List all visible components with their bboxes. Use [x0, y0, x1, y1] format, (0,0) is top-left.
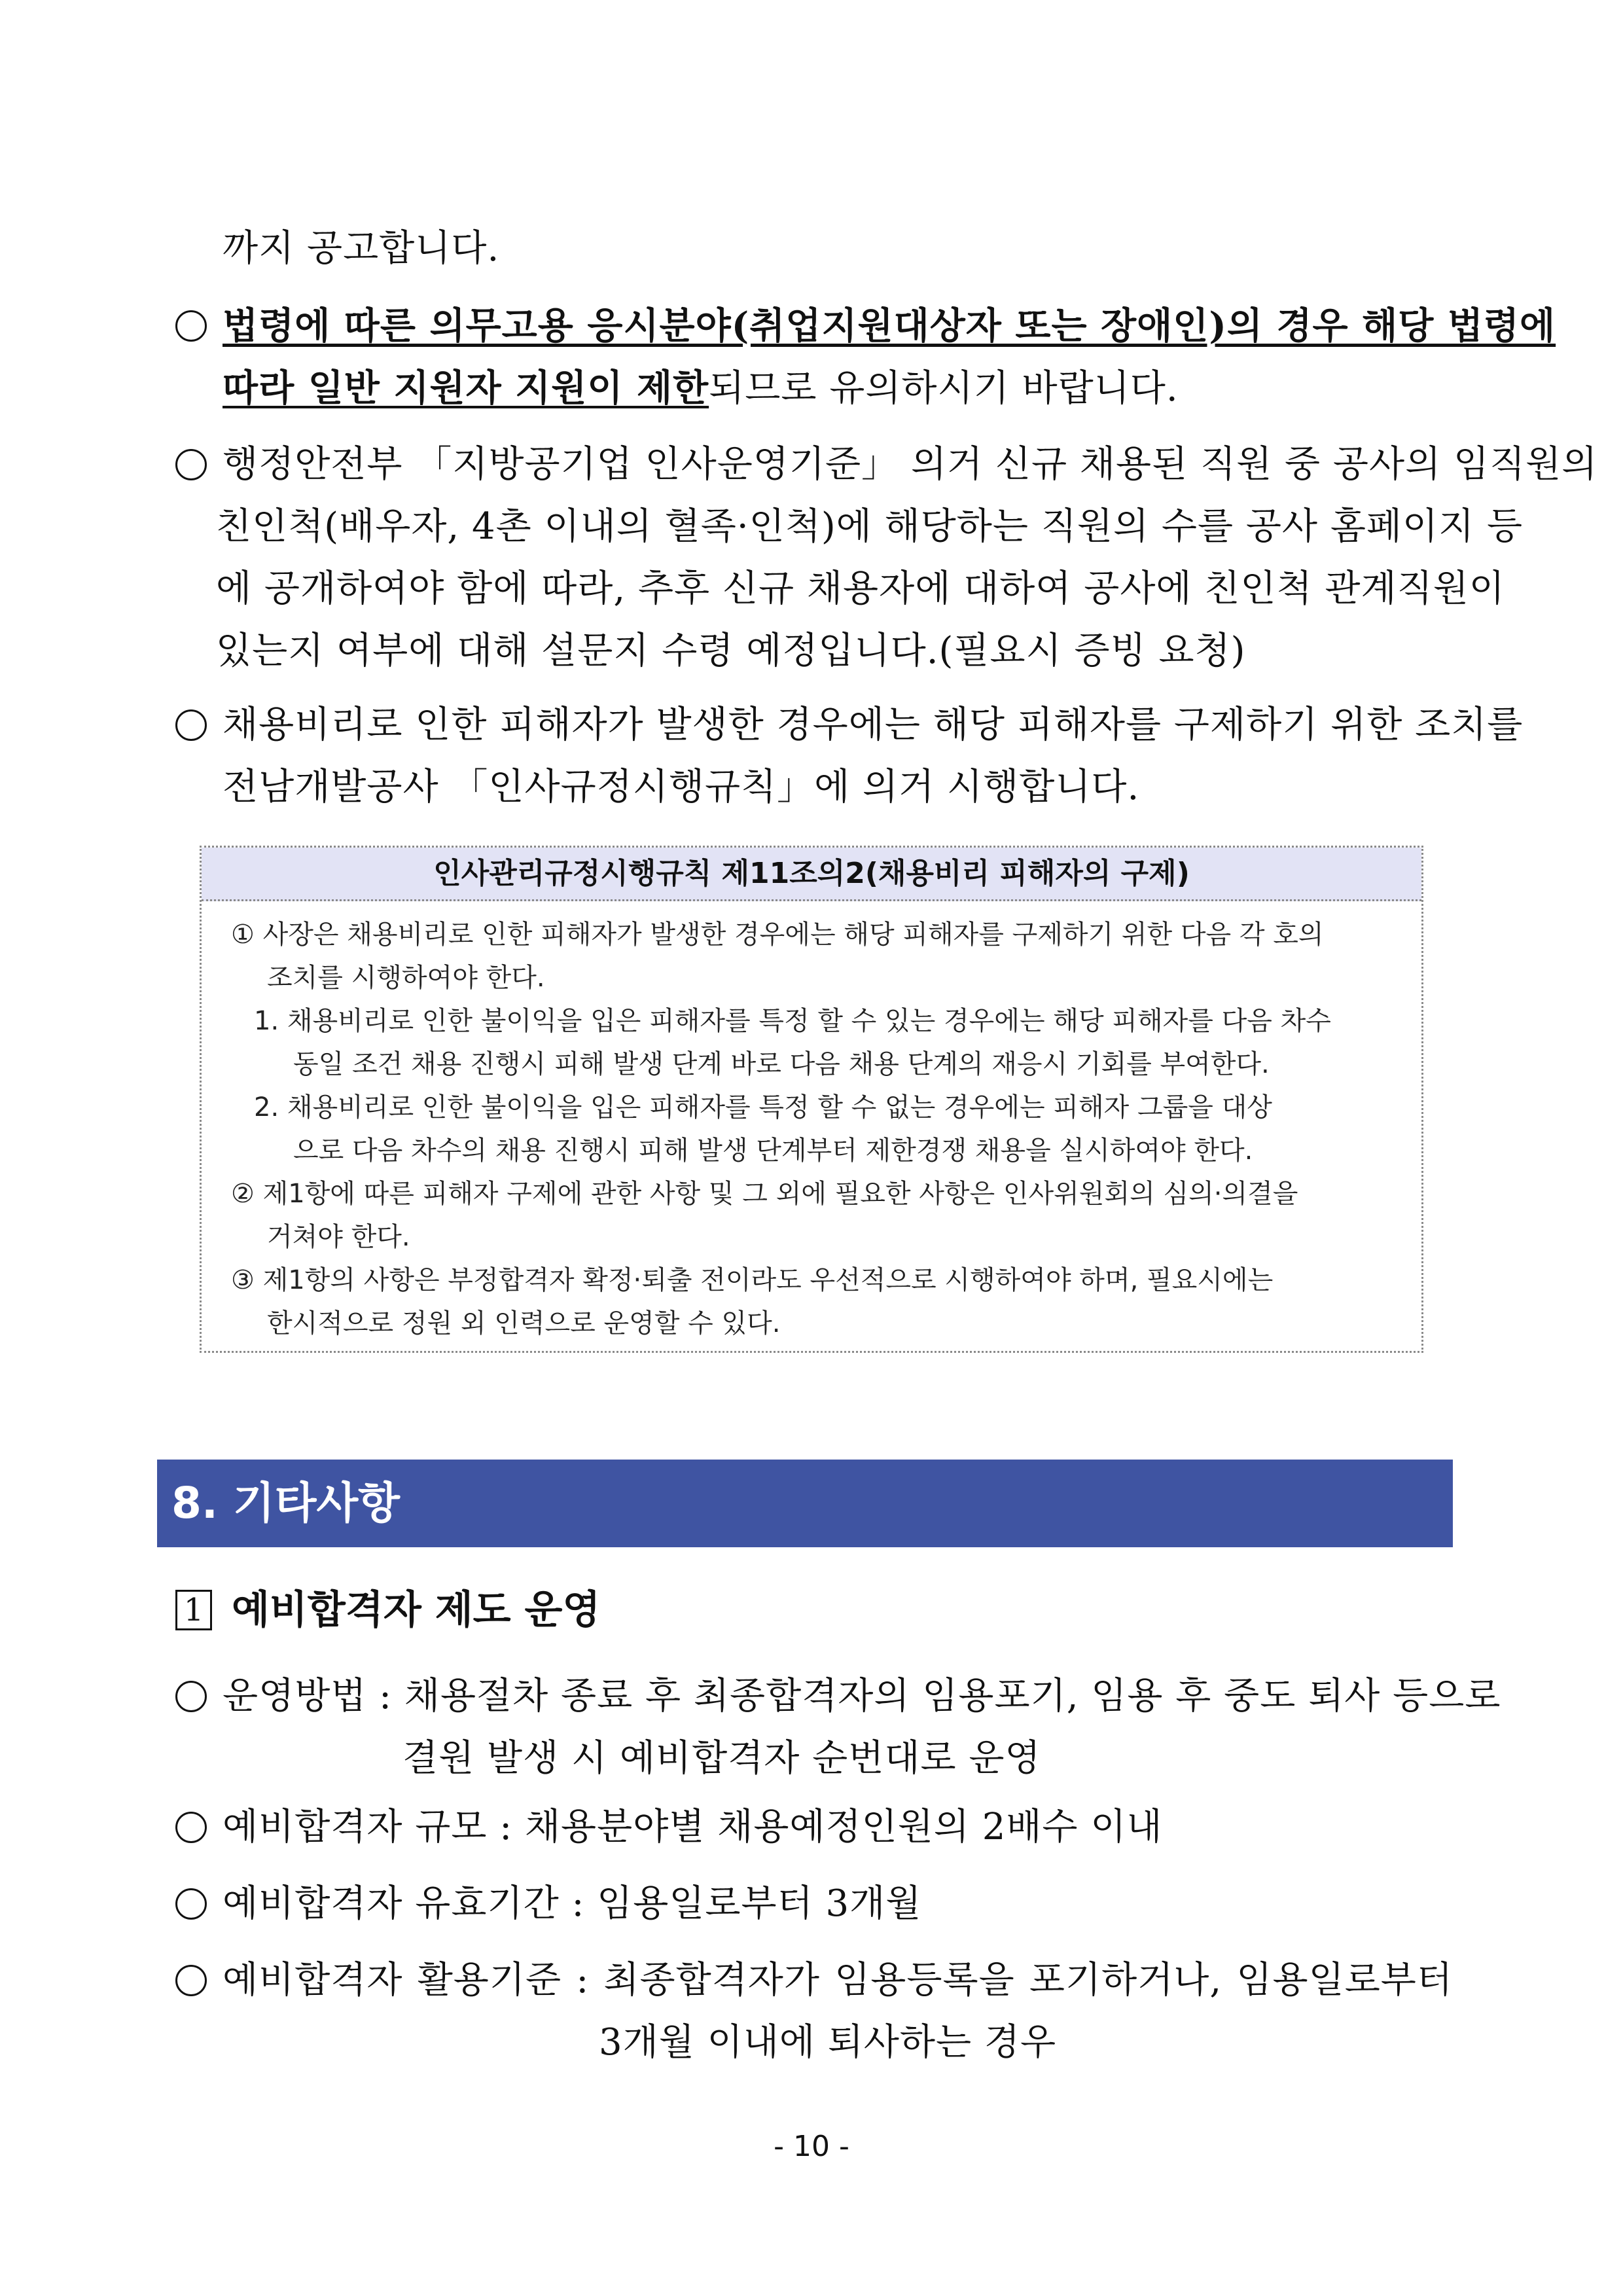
law-notice-line2-rest: 되므로 유의하시기 바랍니다.: [709, 367, 1179, 410]
regulation-line: 2. 채용비리로 인한 불이익을 입은 피해자를 특정 할 수 없는 경우에는 피해자 그룹을 대상: [254, 1092, 1272, 1122]
circle-bullet-icon: [175, 1812, 207, 1843]
reserve-validity: 예비합격자 유효기간 : 임용일로부터 3개월: [223, 1882, 922, 1925]
relatives-line4: 있는지 여부에 대해 설문지 수령 예정입니다.(필요시 증빙 요청): [216, 630, 1246, 672]
regulation-title: 인사관리규정시행규칙 제11조의2(채용비리 피해자의 구제): [202, 848, 1421, 901]
regulation-line: 1. 채용비리로 인한 불이익을 입은 피해자를 특정 할 수 있는 경우에는 해당 피해자를 다음 차수: [254, 1006, 1331, 1036]
circle-bullet-icon: [175, 1965, 207, 1996]
continuation-text: 까지 공고합니다.: [223, 227, 500, 270]
page-number: - 10 -: [774, 2130, 849, 2163]
subsection-number-box: 1: [175, 1590, 212, 1630]
victims-line1: 채용비리로 인한 피해자가 발생한 경우에는 해당 피해자를 구제하기 위한 조치를: [223, 704, 1524, 746]
circle-bullet-icon: [175, 1681, 207, 1712]
circle-bullet-icon: [175, 310, 207, 342]
regulation-line: 으로 다음 차수의 채용 진행시 피해 발생 단계부터 제한경쟁 채용을 실시하여야 한다.: [293, 1136, 1253, 1166]
victims-line2: 전남개발공사 「인사규정시행규칙」에 의거 시행합니다.: [223, 766, 1140, 808]
regulation-line: ① 사장은 채용비리로 인한 피해자가 발생한 경우에는 해당 피해자를 구제하기 위한 다음 각 호의: [231, 920, 1324, 950]
reserve-method-line2: 결원 발생 시 예비합격자 순번대로 운영: [402, 1737, 1041, 1780]
relatives-line3: 에 공개하여야 함에 따라, 추후 신규 채용자에 대하여 공사에 친인척 관계직원이: [216, 567, 1505, 610]
relatives-line1: 행정안전부 「지방공기업 인사운영기준」 의거 신규 채용된 직원 중 공사의 임직원의: [223, 443, 1598, 486]
regulation-line: 한시적으로 정원 외 인력으로 운영할 수 있다.: [267, 1308, 781, 1338]
circle-bullet-icon: [175, 449, 207, 480]
regulation-line: ② 제1항에 따른 피해자 구제에 관한 사항 및 그 외에 필요한 사항은 인사위원회의 심의·의결을: [231, 1179, 1298, 1209]
circle-bullet-icon: [175, 709, 207, 741]
reserve-method-line1: 운영방법 : 채용절차 종료 후 최종합격자의 임용포기, 임용 후 중도 퇴사 등으로: [223, 1675, 1501, 1717]
regulation-line: 조치를 시행하여야 한다.: [267, 963, 545, 993]
law-notice-line2-bold: 따라 일반 지원자 지원이 제한: [223, 367, 709, 410]
regulation-line: 동일 조건 채용 진행시 피해 발생 단계 바로 다음 채용 단계의 재응시 기회를 부여한다.: [293, 1049, 1270, 1079]
reserve-criteria-line2: 3개월 이내에 퇴사하는 경우: [599, 2021, 1057, 2064]
reserve-criteria-line1: 예비합격자 활용기준 : 최종합격자가 임용등록을 포기하거나, 임용일로부터: [223, 1959, 1453, 2001]
circle-bullet-icon: [175, 1888, 207, 1920]
law-notice-line2: [223, 362, 1179, 415]
law-notice-line1: 법령에 따른 의무고용 응시분야(취업지원대상자 또는 장애인)의 경우 해당 법령에: [223, 304, 1556, 348]
regulation-line: ③ 제1항의 사항은 부정합격자 확정·퇴출 전이라도 우선적으로 시행하여야 하며, 필요시에는: [231, 1265, 1274, 1295]
regulation-line: 거쳐야 한다.: [267, 1222, 410, 1252]
subsection-heading: [175, 1584, 600, 1636]
section-heading: 8. 기타사항: [157, 1460, 1453, 1547]
regulation-reference-box: [200, 846, 1423, 1353]
relatives-line2: 친인척(배우자, 4촌 이내의 혈족·인척)에 해당하는 직원의 수를 공사 홈페이지 등: [216, 505, 1524, 548]
reserve-scale: 예비합격자 규모 : 채용분야별 채용예정인원의 2배수 이내: [223, 1806, 1163, 1848]
subsection-title: 예비합격자 제도 운영: [232, 1587, 601, 1633]
